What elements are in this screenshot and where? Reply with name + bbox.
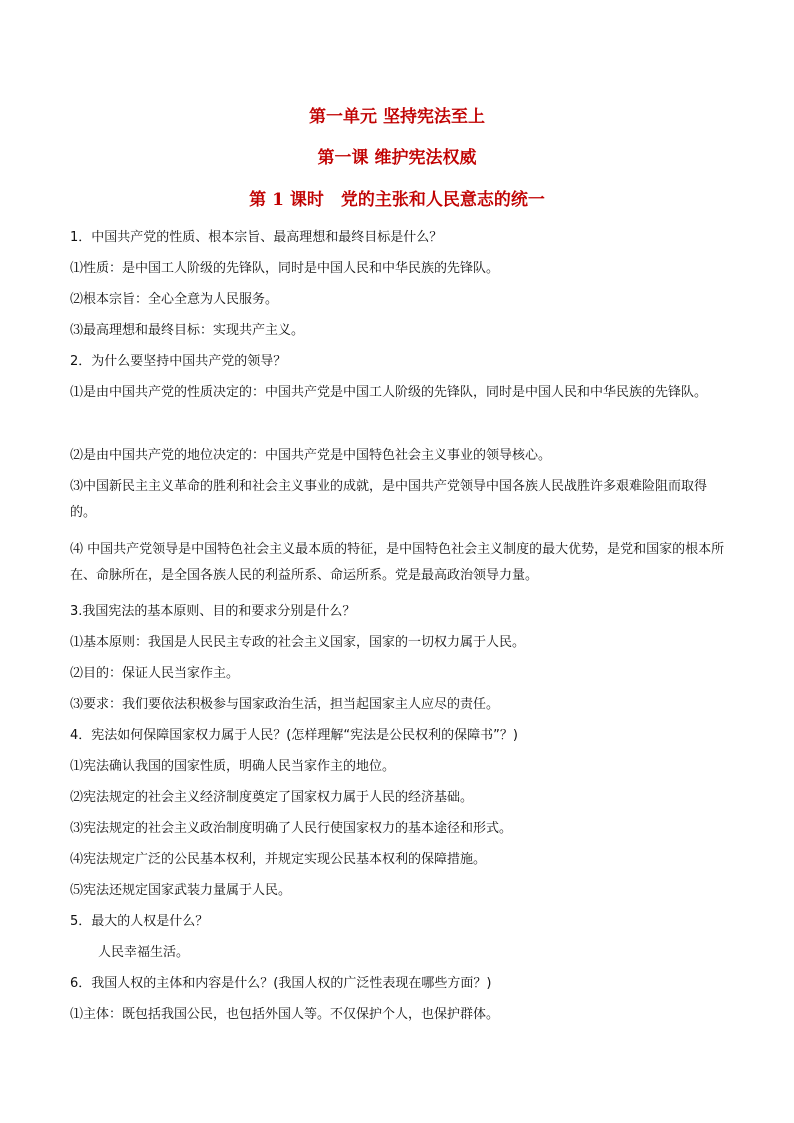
answer-line: 人民幸福生活。	[98, 945, 190, 960]
answer-paragraph: ⑷ 中国共产党领导是中国特色社会主义最本质的特征，是中国特色社会主义制度的最大优势，是党和国家的根本所在、命脉所在，是全国各族人民的利益所系、命运所系。党是最高政治领导力量。	[70, 542, 725, 583]
answer-line: ⑵根本宗旨：全心全意为人民服务。	[70, 292, 279, 307]
answer-line: ⑴基本原则：我国是人民民主专政的社会主义国家，国家的一切权力属于人民。	[70, 635, 526, 650]
lesson-title: 第一课 维护宪法权威	[317, 148, 477, 168]
answer-line: ⑴宪法确认我国的国家性质，明确人民当家作主的地位。	[70, 759, 396, 774]
question-2: 2．为什么要坚持中国共产党的领导？	[70, 354, 287, 369]
answer-line: ⑴性质：是中国工人阶级的先锋队，同时是中国人民和中华民族的先锋队。	[70, 261, 500, 276]
answer-line: ⑶要求：我们要依法积极参与国家政治生活，担当起国家主人应尽的责任。	[70, 697, 500, 712]
question-6: 6．我国人权的主体和内容是什么？(我国人权的广泛性表现在哪些方面？)	[70, 976, 492, 991]
answer-line: ⑵是由中国共产党的地位决定的：中国共产党是中国特色社会主义事业的领导核心。	[70, 448, 552, 463]
period-title: 第 1 课时 党的主张和人民意志的统一	[249, 190, 545, 210]
question-5: 5．最大的人权是什么？	[70, 914, 209, 929]
answer-line: ⑶宪法规定的社会主义政治制度明确了人民行使国家权力的基本途径和形式。	[70, 821, 513, 836]
answer-paragraph: ⑴是由中国共产党的性质决定的：中国共产党是中国工人阶级的先锋队，同时是中国人民和中华民族的先锋队。	[70, 385, 708, 400]
answer-line: ⑷宪法规定广泛的公民基本权利，并规定实现公民基本权利的保障措施。	[70, 852, 487, 867]
question-4: 4．宪法如何保障国家权力属于人民？(怎样理解“宪法是公民权利的保障书”？)	[70, 728, 518, 743]
answer-line: ⑶最高理想和最终目标：实现共产主义。	[70, 323, 305, 338]
answer-line: ⑵宪法规定的社会主义经济制度奠定了国家权力属于人民的经济基础。	[70, 790, 474, 805]
question-1: 1．中国共产党的性质、根本宗旨、最高理想和最终目标是什么？	[70, 230, 443, 245]
unit-title: 第一单元 坚持宪法至上	[309, 107, 485, 127]
answer-line: ⑴主体：既包括我国公民，也包括外国人等。不仅保护个人，也保护群体。	[70, 1007, 500, 1022]
answer-line: ⑵目的：保证人民当家作主。	[70, 666, 240, 681]
answer-line: ⑸宪法还规定国家武装力量属于人民。	[70, 883, 292, 898]
question-3: 3.我国宪法的基本原则、目的和要求分别是什么？	[70, 604, 356, 619]
answer-paragraph: ⑶中国新民主主义革命的胜利和社会主义事业的成就，是中国共产党领导中国各族人民战胜许多艰难险阻而取得的。	[70, 479, 708, 520]
